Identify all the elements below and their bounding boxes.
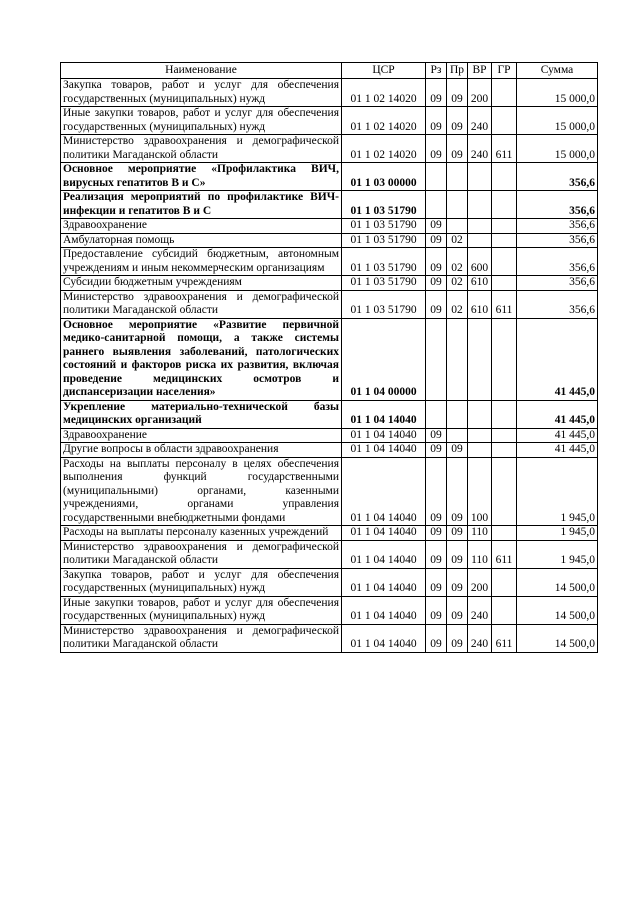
table-row: [61, 276, 598, 291]
header-gr: ГР: [492, 63, 517, 79]
cell-gr: 611: [492, 540, 517, 568]
cell-name: Предоставление субсидий бюджетным, автономным учреждениям и иным некоммерческим организациям: [61, 248, 342, 276]
cell-pr: 09: [447, 107, 468, 135]
cell-pr: 09: [447, 568, 468, 596]
header-pr: Пр: [447, 63, 468, 79]
header-name: Наименование: [61, 63, 342, 79]
cell-gr: [492, 248, 517, 276]
cell-name: Амбулаторная помощь: [61, 233, 342, 248]
cell-pr: [447, 428, 468, 443]
cell-csr: 01 1 04 14040: [342, 624, 426, 652]
table-row: [61, 400, 598, 428]
cell-vr: [468, 233, 492, 248]
cell-sum: 1 945,0: [517, 457, 598, 526]
cell-vr: 240: [468, 596, 492, 624]
cell-csr: 01 1 03 51790: [342, 248, 426, 276]
cell-pr: [447, 400, 468, 428]
cell-gr: 611: [492, 290, 517, 318]
cell-pr: 09: [447, 135, 468, 163]
cell-gr: [492, 107, 517, 135]
cell-rz: 09: [426, 107, 447, 135]
cell-name: Министерство здравоохранения и демографической политики Магаданской области: [61, 540, 342, 568]
cell-csr: 01 1 04 14040: [342, 400, 426, 428]
budget-table: [60, 62, 598, 653]
cell-vr: 110: [468, 526, 492, 541]
cell-gr: [492, 457, 517, 526]
cell-csr: 01 1 02 14020: [342, 79, 426, 107]
cell-pr: 09: [447, 457, 468, 526]
cell-vr: [468, 400, 492, 428]
cell-rz: 09: [426, 443, 447, 458]
cell-csr: 01 1 04 14040: [342, 443, 426, 458]
cell-gr: [492, 318, 517, 400]
cell-name: Министерство здравоохранения и демографической политики Магаданской области: [61, 290, 342, 318]
cell-csr: 01 1 04 14040: [342, 428, 426, 443]
cell-csr: 01 1 03 51790: [342, 276, 426, 291]
cell-gr: [492, 568, 517, 596]
cell-vr: 200: [468, 79, 492, 107]
cell-pr: 02: [447, 248, 468, 276]
cell-sum: 356,6: [517, 163, 598, 191]
cell-rz: 09: [426, 248, 447, 276]
cell-name: Министерство здравоохранения и демографической политики Магаданской области: [61, 135, 342, 163]
cell-gr: [492, 219, 517, 234]
table-header-row: [61, 63, 598, 79]
cell-vr: 100: [468, 457, 492, 526]
cell-pr: [447, 163, 468, 191]
cell-sum: 15 000,0: [517, 107, 598, 135]
cell-rz: [426, 400, 447, 428]
table-row: [61, 79, 598, 107]
cell-rz: 09: [426, 233, 447, 248]
cell-rz: 09: [426, 596, 447, 624]
cell-vr: [468, 219, 492, 234]
cell-sum: 14 500,0: [517, 596, 598, 624]
cell-pr: 09: [447, 540, 468, 568]
cell-pr: 09: [447, 596, 468, 624]
table-row: [61, 248, 598, 276]
table-row: [61, 540, 598, 568]
cell-sum: 356,6: [517, 233, 598, 248]
cell-name: Реализация мероприятий по профилактике ВИЧ-инфекции и гепатитов В и С: [61, 191, 342, 219]
cell-sum: 15 000,0: [517, 135, 598, 163]
header-sum: Сумма: [517, 63, 598, 79]
cell-csr: 01 1 03 51790: [342, 290, 426, 318]
cell-vr: 600: [468, 248, 492, 276]
cell-vr: 240: [468, 135, 492, 163]
table-row: [61, 624, 598, 652]
cell-gr: 611: [492, 135, 517, 163]
cell-sum: 14 500,0: [517, 624, 598, 652]
table-row: [61, 318, 598, 400]
cell-pr: [447, 191, 468, 219]
cell-sum: 41 445,0: [517, 318, 598, 400]
cell-csr: 01 1 04 14040: [342, 568, 426, 596]
header-csr: ЦСР: [342, 63, 426, 79]
cell-gr: [492, 526, 517, 541]
cell-pr: 02: [447, 276, 468, 291]
cell-sum: 41 445,0: [517, 443, 598, 458]
cell-name: Расходы на выплаты персоналу в целях обеспечения выполнения функций государственными (муниципальными) органами, казенными учреждениями, органами управления государственными внебюджетными фондами: [61, 457, 342, 526]
cell-name: Другие вопросы в области здравоохранения: [61, 443, 342, 458]
table-row: [61, 107, 598, 135]
table-row: [61, 135, 598, 163]
cell-csr: 01 1 04 00000: [342, 318, 426, 400]
cell-gr: [492, 596, 517, 624]
cell-name: Министерство здравоохранения и демографической политики Магаданской области: [61, 624, 342, 652]
cell-csr: 01 1 03 00000: [342, 163, 426, 191]
cell-name: Закупка товаров, работ и услуг для обеспечения государственных (муниципальных) нужд: [61, 79, 342, 107]
cell-sum: 41 445,0: [517, 400, 598, 428]
cell-rz: 09: [426, 568, 447, 596]
cell-pr: 09: [447, 526, 468, 541]
table-row: [61, 290, 598, 318]
cell-sum: 356,6: [517, 290, 598, 318]
cell-name: Расходы на выплаты персоналу казенных учреждений: [61, 526, 342, 541]
cell-gr: [492, 163, 517, 191]
header-vr: ВР: [468, 63, 492, 79]
cell-rz: 09: [426, 540, 447, 568]
cell-rz: 09: [426, 290, 447, 318]
cell-sum: 41 445,0: [517, 428, 598, 443]
table-row: [61, 233, 598, 248]
cell-pr: 02: [447, 290, 468, 318]
cell-gr: [492, 428, 517, 443]
cell-csr: 01 1 04 14040: [342, 596, 426, 624]
cell-sum: 356,6: [517, 248, 598, 276]
cell-name: Укрепление материально-технической базы медицинских организаций: [61, 400, 342, 428]
cell-rz: 09: [426, 526, 447, 541]
cell-name: Основное мероприятие «Профилактика ВИЧ, вирусных гепатитов В и С»: [61, 163, 342, 191]
cell-name: Иные закупки товаров, работ и услуг для обеспечения государственных (муниципальных) нужд: [61, 596, 342, 624]
cell-pr: 09: [447, 443, 468, 458]
cell-sum: 14 500,0: [517, 568, 598, 596]
cell-rz: 09: [426, 457, 447, 526]
cell-rz: 09: [426, 219, 447, 234]
cell-vr: 110: [468, 540, 492, 568]
cell-gr: [492, 233, 517, 248]
cell-rz: 09: [426, 79, 447, 107]
cell-csr: 01 1 03 51790: [342, 233, 426, 248]
cell-name: Иные закупки товаров, работ и услуг для обеспечения государственных (муниципальных) нужд: [61, 107, 342, 135]
cell-gr: [492, 79, 517, 107]
cell-gr: 611: [492, 624, 517, 652]
table-row: [61, 457, 598, 526]
cell-gr: [492, 400, 517, 428]
cell-csr: 01 1 04 14040: [342, 457, 426, 526]
cell-vr: 240: [468, 107, 492, 135]
cell-vr: 610: [468, 276, 492, 291]
cell-vr: [468, 318, 492, 400]
cell-csr: 01 1 02 14020: [342, 107, 426, 135]
table-row: [61, 443, 598, 458]
cell-gr: [492, 443, 517, 458]
cell-sum: 1 945,0: [517, 540, 598, 568]
cell-pr: 02: [447, 233, 468, 248]
cell-name: Здравоохранение: [61, 219, 342, 234]
cell-pr: 09: [447, 624, 468, 652]
cell-sum: 356,6: [517, 276, 598, 291]
cell-vr: [468, 163, 492, 191]
header-rz: Рз: [426, 63, 447, 79]
cell-gr: [492, 276, 517, 291]
cell-name: Субсидии бюджетным учреждениям: [61, 276, 342, 291]
cell-csr: 01 1 03 51790: [342, 219, 426, 234]
cell-pr: [447, 318, 468, 400]
table-row: [61, 596, 598, 624]
cell-vr: [468, 443, 492, 458]
cell-rz: 09: [426, 135, 447, 163]
cell-sum: 356,6: [517, 191, 598, 219]
cell-rz: 09: [426, 624, 447, 652]
table-row: [61, 428, 598, 443]
cell-rz: [426, 163, 447, 191]
cell-csr: 01 1 04 14040: [342, 526, 426, 541]
table-row: [61, 191, 598, 219]
cell-sum: 1 945,0: [517, 526, 598, 541]
cell-pr: [447, 219, 468, 234]
cell-csr: 01 1 04 14040: [342, 540, 426, 568]
cell-vr: 240: [468, 624, 492, 652]
cell-name: Основное мероприятие «Развитие первичной медико-санитарной помощи, а также системы раннего выявления заболеваний, патологических состояний и факторов риска их развития, включая проведение медицинских осмотров и диспансеризации населения»: [61, 318, 342, 400]
cell-name: Закупка товаров, работ и услуг для обеспечения государственных (муниципальных) нужд: [61, 568, 342, 596]
cell-name: Здравоохранение: [61, 428, 342, 443]
cell-pr: 09: [447, 79, 468, 107]
cell-rz: 09: [426, 276, 447, 291]
cell-vr: 610: [468, 290, 492, 318]
cell-sum: 356,6: [517, 219, 598, 234]
cell-rz: 09: [426, 428, 447, 443]
table-row: [61, 526, 598, 541]
table-row: [61, 568, 598, 596]
table-row: [61, 163, 598, 191]
cell-sum: 15 000,0: [517, 79, 598, 107]
cell-rz: [426, 191, 447, 219]
cell-vr: 200: [468, 568, 492, 596]
cell-vr: [468, 191, 492, 219]
cell-csr: 01 1 02 14020: [342, 135, 426, 163]
cell-vr: [468, 428, 492, 443]
cell-rz: [426, 318, 447, 400]
cell-gr: [492, 191, 517, 219]
cell-csr: 01 1 03 51790: [342, 191, 426, 219]
table-row: [61, 219, 598, 234]
